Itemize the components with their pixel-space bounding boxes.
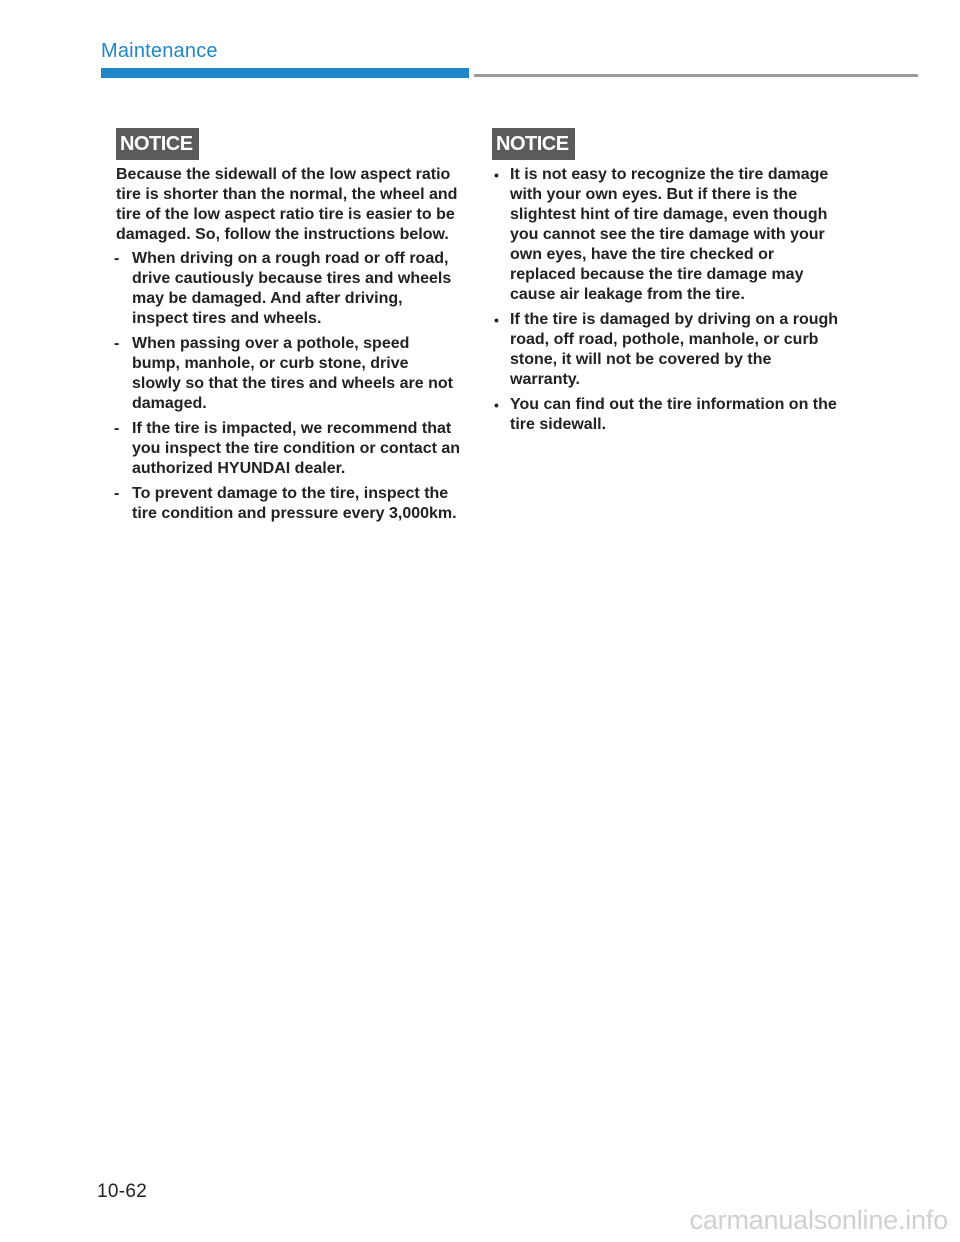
bullet-icon: • — [494, 397, 499, 413]
list-item — [115, 249, 461, 329]
list-item-text: To prevent damage to the tire, inspect the tire condition and pressure every 3,000km. — [132, 485, 457, 522]
dash-marker: - — [114, 250, 120, 267]
left-notice-intro: Because the sidewall of the low aspect ratio tire is shorter than the normal, the wheel and tire of the low aspect ratio tire is easier to be damaged. So, follow the instructions below. — [116, 166, 458, 243]
list-item — [492, 165, 842, 305]
watermark: carmanualsonline.info — [689, 1205, 948, 1235]
list-item-text: When passing over a pothole, speed bump, manhole, or curb stone, drive slowly so that the tires and wheels are not damaged. — [132, 335, 453, 412]
bullet-icon: • — [494, 312, 499, 328]
left-notice-column — [116, 128, 461, 529]
dash-marker: - — [114, 485, 120, 502]
list-item-text: When driving on a rough road or off road, drive cautiously because tires and wheels may be damaged. And after driving, inspect tires and wheels. — [132, 250, 452, 327]
right-notice-list — [492, 165, 842, 435]
list-item-text: If the tire is damaged by driving on a rough road, off road, pothole, manhole, or curb stone, it will not be covered by the warranty. — [510, 311, 839, 388]
list-item — [492, 395, 842, 435]
header-rule-blue — [101, 68, 469, 78]
list-item — [115, 334, 461, 414]
list-item — [115, 484, 461, 524]
list-item-text: You can find out the tire information on the tire sidewall. — [510, 396, 837, 433]
notice-badge-right: NOTICE — [492, 128, 575, 160]
list-item — [115, 419, 461, 479]
notice-badge-left: NOTICE — [116, 128, 199, 160]
right-notice-column — [492, 128, 842, 440]
header-rule-gray — [474, 74, 918, 77]
list-item-text: It is not easy to recognize the tire damage with your own eyes. But if there is the slightest hint of tire damage, even though you cannot see the tire damage with your own eyes, have the tire checked or replaced because the tire damage may cause air leakage from the tire. — [510, 166, 829, 303]
left-notice-list — [116, 249, 461, 524]
list-item — [492, 310, 842, 390]
page-number: 10-62 — [97, 1181, 148, 1202]
list-item-text: If the tire is impacted, we recommend that you inspect the tire condition or contact an authorized HYUNDAI dealer. — [132, 420, 461, 477]
dash-marker: - — [114, 335, 120, 352]
bullet-icon: • — [494, 167, 499, 183]
dash-marker: - — [114, 420, 120, 437]
section-title: Maintenance — [101, 40, 218, 62]
